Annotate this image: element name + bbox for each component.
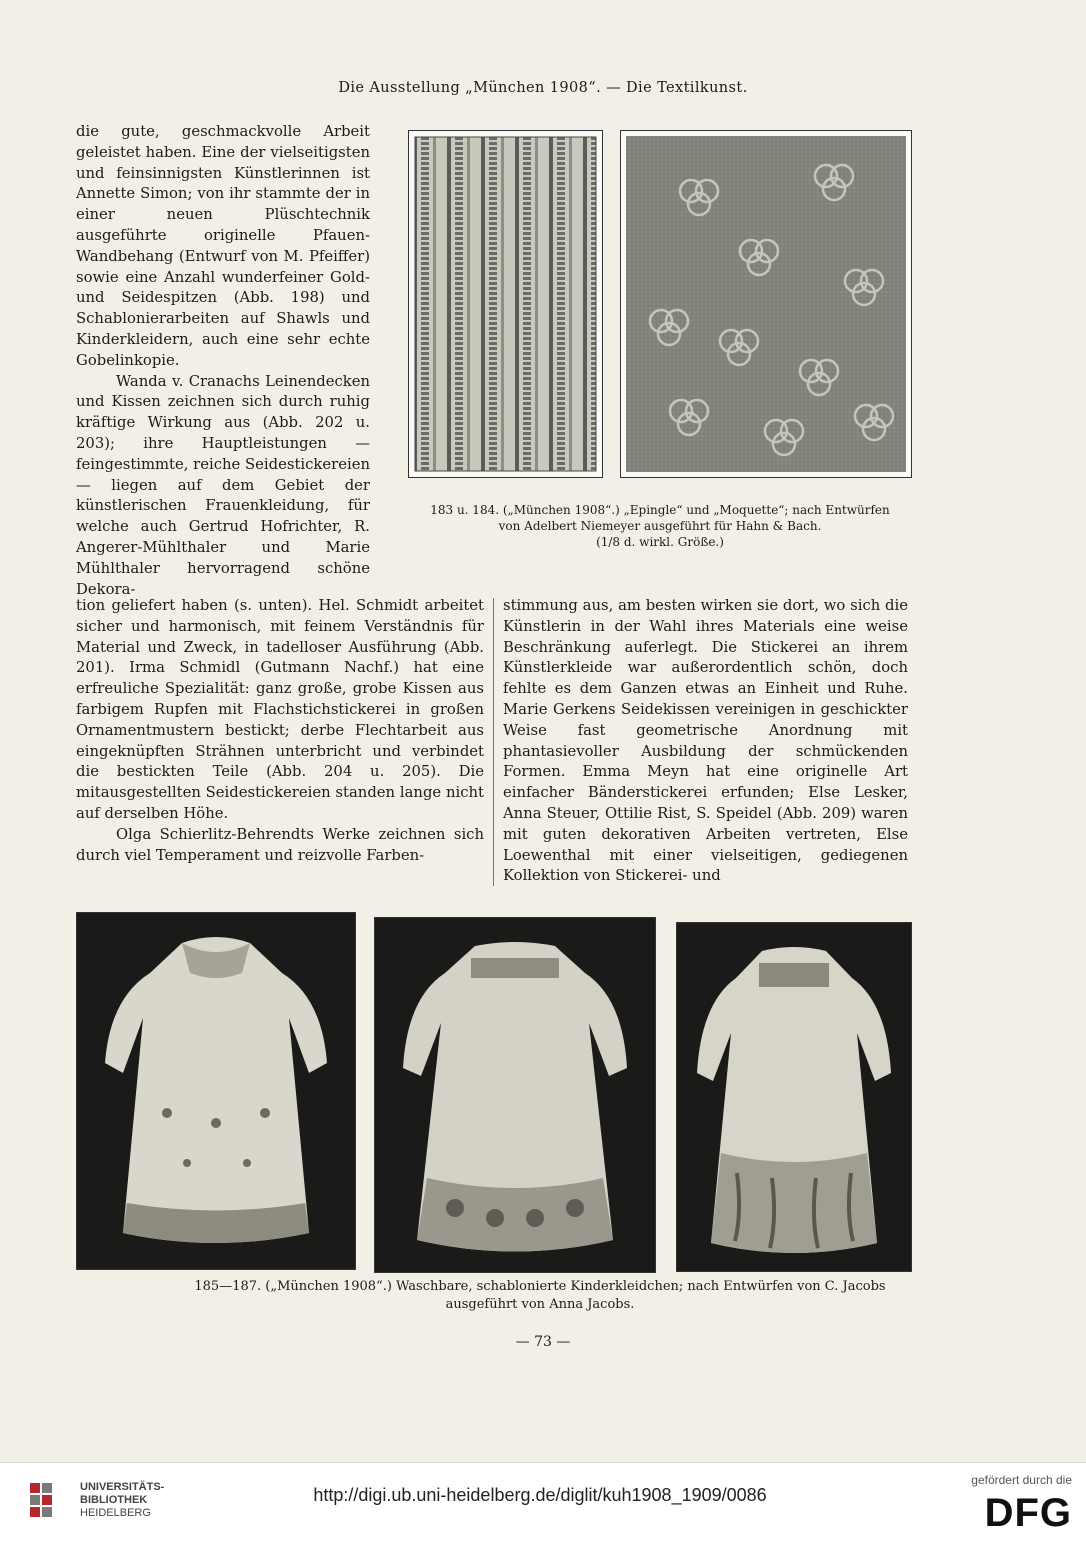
ub-heidelberg-logo[interactable] (24, 1477, 194, 1533)
paragraph-gerkens-meyn: stimmung aus, am besten wirken sie dort, wo sich die Künstlerin in der Wahl ihres Materials eine weise Beschränkung auferlegt. Die Stickerei an ihrem Künstlerkleide war außerordentlich schön, doch fehlte es dem Ganzen etwas an Einheit und Ruhe. Marie Gerkens Seidekissen vereinigen in geschickter Weise fast geometrische Anordnung mit phantasievoller Ausbildung der schmückenden Formen. Emma Meyn hat eine originelle Art einfacher Bänderstickerei erfunden; Else Lesker, Anna Steuer, Ottilie Rist, S. Speidel (Abb. 209) waren mit guten dekorativen Arbeiten vertreten, Else Loewenthal mit einer vielseitigen, gediegenen Kollektion von Stickerei- und (503, 597, 908, 885)
caption-185-187-line2: ausgeführt von Anna Jacobs. (445, 1297, 635, 1312)
library-name (80, 1481, 164, 1520)
paragraph-wanda-cranach: Wanda v. Cranachs Leinendecken und Kissen zeichnen sich durch ruhig kräftige Wirkung aus (Abb. 202 u. 203); ihre Hauptleistungen — feingestimmte, reiche Seidestickereien — liegen auf dem Gebiet der künstlerischen Frauenkleidung, für welche auch Gertrud Hofrichter, R. Angerer-Mühlthaler und Marie Mühlthaler hervorragend schöne Dekora- (76, 372, 370, 598)
paragraph-annette-simon: die gute, geschmackvolle Arbeit geleistet haben. Eine der vielseitigsten und feinsinnigsten Künstlerinnen ist Annette Simon; von ihr stammte der in einer neuen Plüschtechnik ausgeführte originelle Pfauen-Wandbehang (Entwurf von M. Pfeiffer) sowie eine Anzahl wunderfeiner Gold- und Seidespitzen (Abb. 198) und Schablonierarbeiten auf Shawls und Kinderkleidern, auch eine sehr echte Gobelinkopie. (76, 123, 370, 369)
running-header: Die Ausstellung „München 1908“. — Die Textilkunst. (338, 80, 748, 96)
dfg-logo[interactable]: DFG (984, 1491, 1072, 1535)
bottom-left-column-text (76, 596, 484, 866)
dress-photo-187 (677, 923, 911, 1271)
caption-185-187-line1: 185—187. („München 1908“.) Waschbare, schablonierte Kinderkleidchen; nach Entwürfen von C. Jacobs (194, 1279, 886, 1294)
caption-figures-185-187 (100, 1278, 980, 1314)
funding-note: gefördert durch die (971, 1473, 1072, 1487)
figure-185-dress (76, 912, 356, 1270)
left-column-text (76, 122, 370, 600)
bottom-right-column-text (503, 596, 908, 887)
caption-183-184-line1: 183 u. 184. („München 1908“.) „Epingle“ und „Moquette“; nach Entwürfen (430, 503, 890, 517)
figure-184-moquette-fabric (620, 130, 912, 478)
epingle-fabric-photo (409, 131, 602, 477)
caption-figures-183-184 (395, 502, 925, 550)
caption-183-184-line3: (1/8 d. wirkl. Größe.) (596, 535, 724, 549)
column-divider (493, 598, 494, 886)
figure-186-dress (374, 917, 656, 1273)
dress-photo-185 (77, 913, 355, 1269)
library-name-line3: HEIDELBERG (80, 1507, 151, 1519)
page-number: — 73 — (515, 1334, 571, 1350)
paragraph-schierlitz-behrendt: Olga Schierlitz-Behrendts Werke zeichnen sich durch viel Temperament und reizvolle Farben- (76, 825, 484, 864)
caption-183-184-line2: von Adelbert Niemeyer ausgeführt für Hahn & Bach. (498, 519, 822, 533)
moquette-fabric-photo (621, 131, 911, 477)
library-name-line1: UNIVERSITÄTS- (80, 1481, 165, 1493)
figure-183-epingle-fabric (408, 130, 603, 478)
source-url-link[interactable]: http://digi.ub.uni-heidelberg.de/diglit/kuh1908_1909/0086 (313, 1485, 767, 1505)
digitization-footer (0, 1462, 1086, 1546)
ub-heidelberg-emblem-icon (24, 1477, 72, 1529)
dress-photo-186 (375, 918, 655, 1272)
library-name-line2: BIBLIOTHEK (80, 1494, 148, 1506)
figure-187-dress (676, 922, 912, 1272)
paragraph-schmidt-schmidl: tion geliefert haben (s. unten). Hel. Schmidt arbeitet sicher und harmonisch, mit feinem Verständnis für Material und Zweck, in tadelloser Ausführung (Abb. 201). Irma Schmidl (Gutmann Nachf.) hat eine erfreuliche Spezialität: ganz große, grobe Kissen aus farbigem Rupfen mit Flachstichstickerei in großen Ornamentmustern bestickt; derbe Flechtarbeit aus eingeknüpften Strähnen unterbricht und verbindet die bestickten Teile (Abb. 204 u. 205). Die mitausgestellten Seidestickereien standen lange nicht auf derselben Höhe. (76, 597, 484, 822)
